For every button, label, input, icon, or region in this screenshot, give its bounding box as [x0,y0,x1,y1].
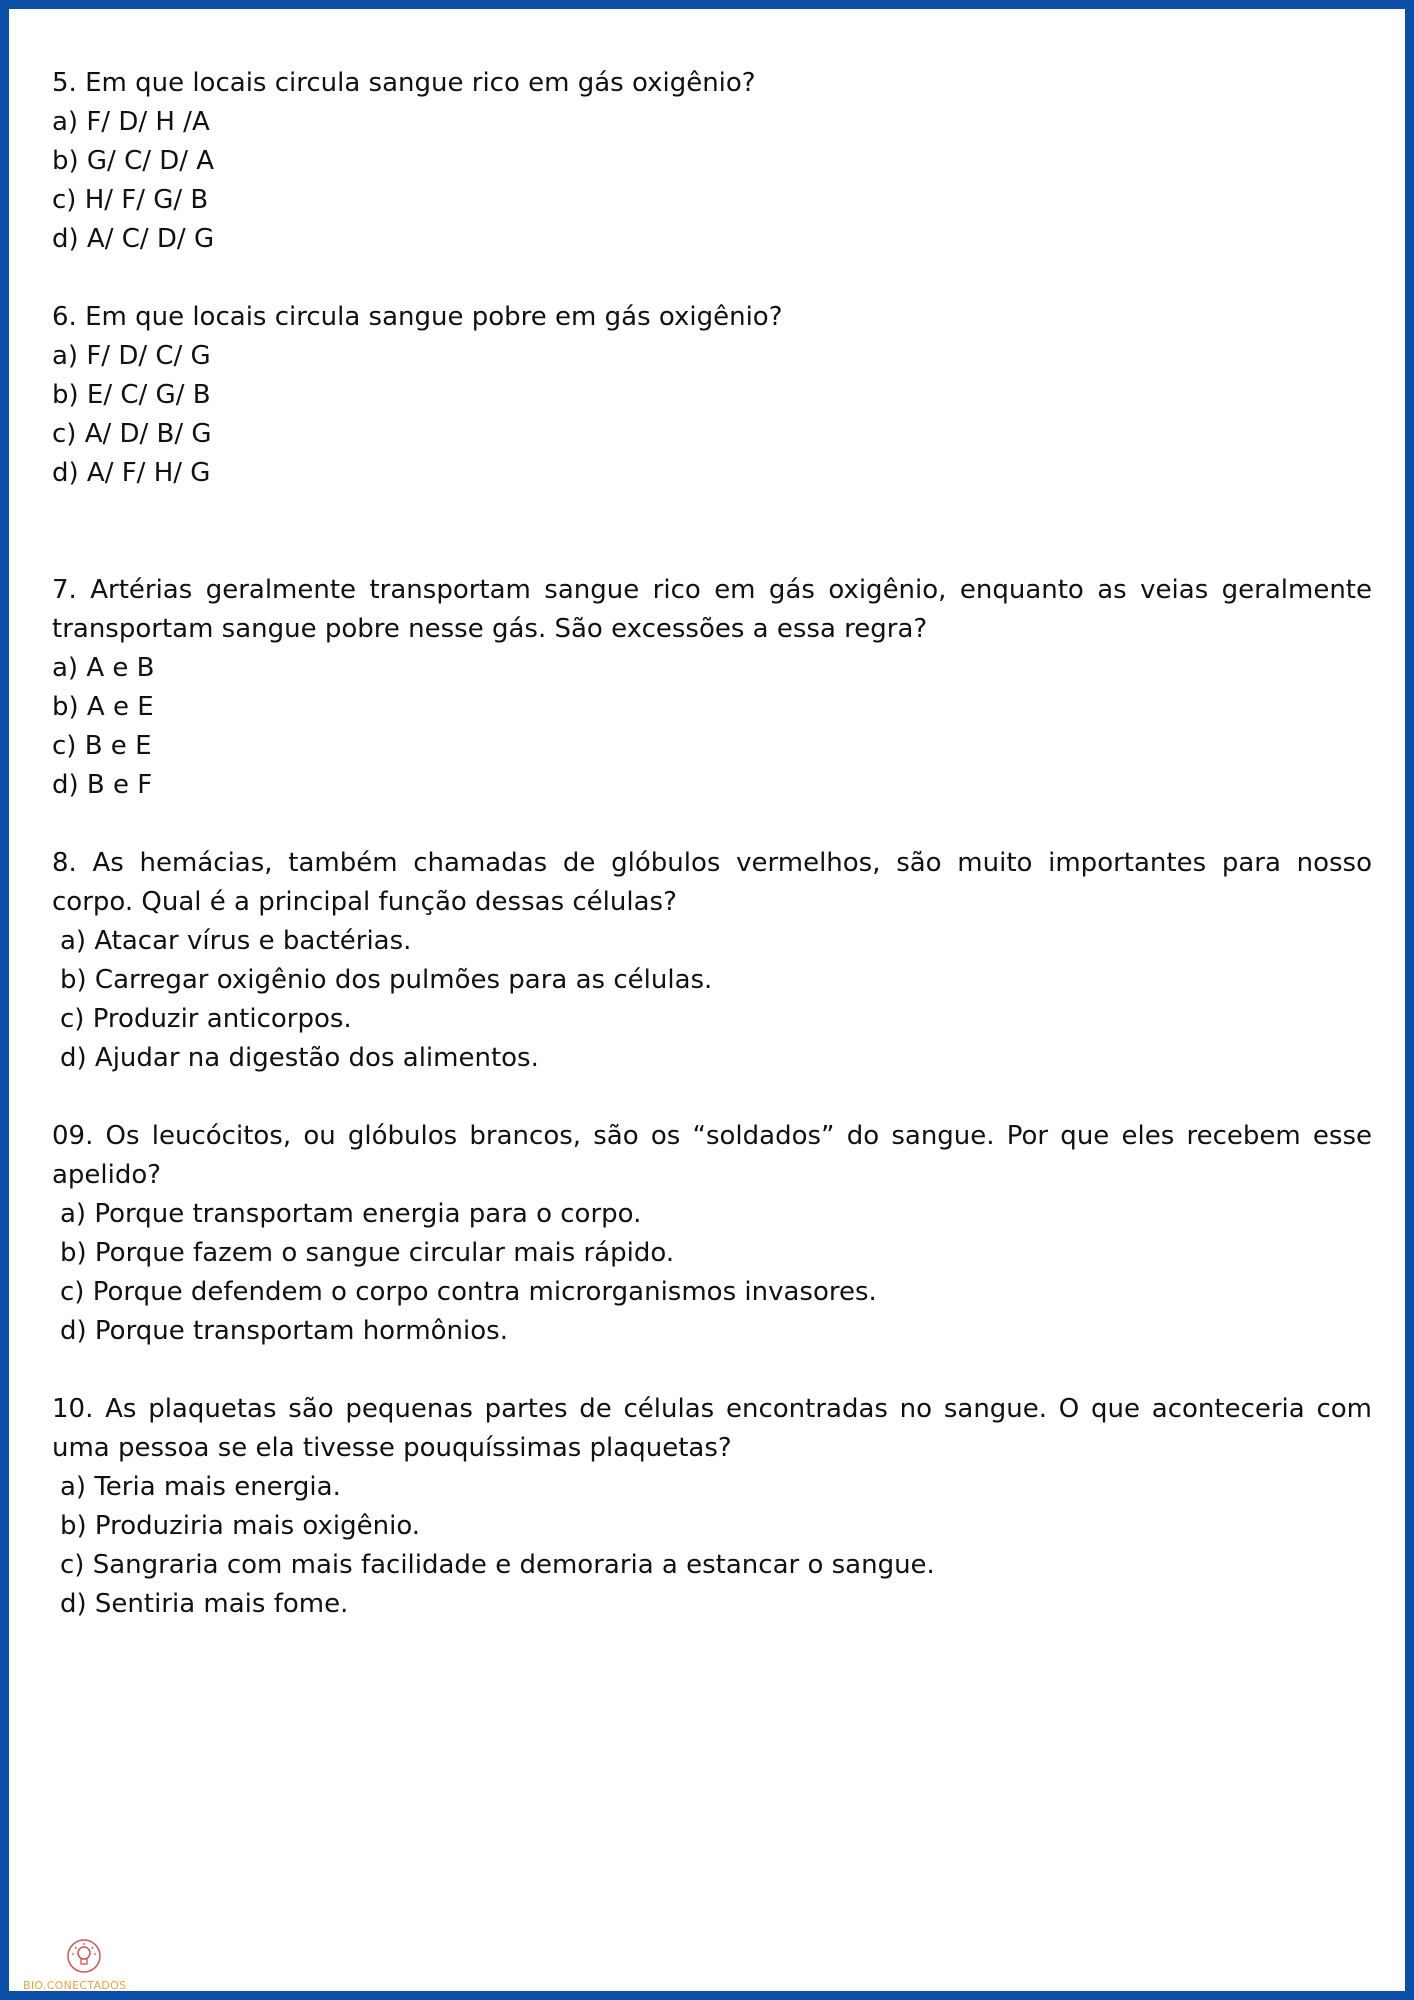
option-b: b) E/ C/ G/ B [52,380,211,410]
option-b: b) G/ C/ D/ A [52,146,215,176]
question-stem: 10. As plaquetas são pequenas partes de células encontradas no sangue. O que aconteceria com uma pessoa se ela tivesse pouquíssimas plaquetas? [52,1394,1372,1463]
option-d: d) B e F [52,770,153,800]
question-stem: 5. Em que locais circula sangue rico em gás oxigênio? [52,68,756,98]
option-a: a) F/ D/ C/ G [52,341,211,371]
lightbulb-icon [64,1937,104,1977]
option-c: c) Porque defendem o corpo contra microrganismos invasores. [60,1277,877,1307]
option-b: b) A e E [52,692,154,722]
option-d: d) Porque transportam hormônios. [60,1316,508,1346]
questions-list [52,64,1372,1663]
question-stem: 7. Artérias geralmente transportam sangue rico em gás oxigênio, enquanto as veias geralmente transportam sangue pobre nesse gás. São excessões a essa regra? [52,575,1372,644]
option-c: c) Sangraria com mais facilidade e demoraria a estancar o sangue. [60,1550,935,1580]
option-b: b) Produziria mais oxigênio. [60,1511,421,1541]
question-6 [52,298,1372,493]
option-a: a) Atacar vírus e bactérias. [60,926,412,956]
question-8 [52,844,1372,1078]
option-d: d) Sentiria mais fome. [60,1589,349,1619]
question-9 [52,1117,1372,1351]
option-d: d) Ajudar na digestão dos alimentos. [60,1043,539,1073]
option-c: c) Produzir anticorpos. [60,1004,352,1034]
option-a: a) Teria mais energia. [60,1472,341,1502]
option-a: a) Porque transportam energia para o corpo. [60,1199,642,1229]
option-d: d) A/ C/ D/ G [52,224,215,254]
question-5 [52,64,1372,259]
option-c: c) H/ F/ G/ B [52,185,209,215]
option-c: c) B e E [52,731,152,761]
question-stem: 8. As hemácias, também chamadas de glóbulos vermelhos, são muito importantes para nosso corpo. Qual é a principal função dessas células? [52,848,1372,917]
question-stem: 6. Em que locais circula sangue pobre em gás oxigênio? [52,302,783,332]
option-a: a) A e B [52,653,155,683]
option-c: c) A/ D/ B/ G [52,419,212,449]
option-d: d) A/ F/ H/ G [52,458,211,488]
option-a: a) F/ D/ H /A [52,107,210,137]
option-b: b) Carregar oxigênio dos pulmões para as células. [60,965,713,995]
question-7 [52,571,1372,805]
brand-logo [21,1937,151,1997]
question-stem: 09. Os leucócitos, ou glóbulos brancos, são os “soldados” do sangue. Por que eles recebem esse apelido? [52,1121,1372,1190]
option-b: b) Porque fazem o sangue circular mais rápido. [60,1238,675,1268]
question-10 [52,1390,1372,1624]
logo-text: BIO.CONECTADOS [23,1979,127,1992]
